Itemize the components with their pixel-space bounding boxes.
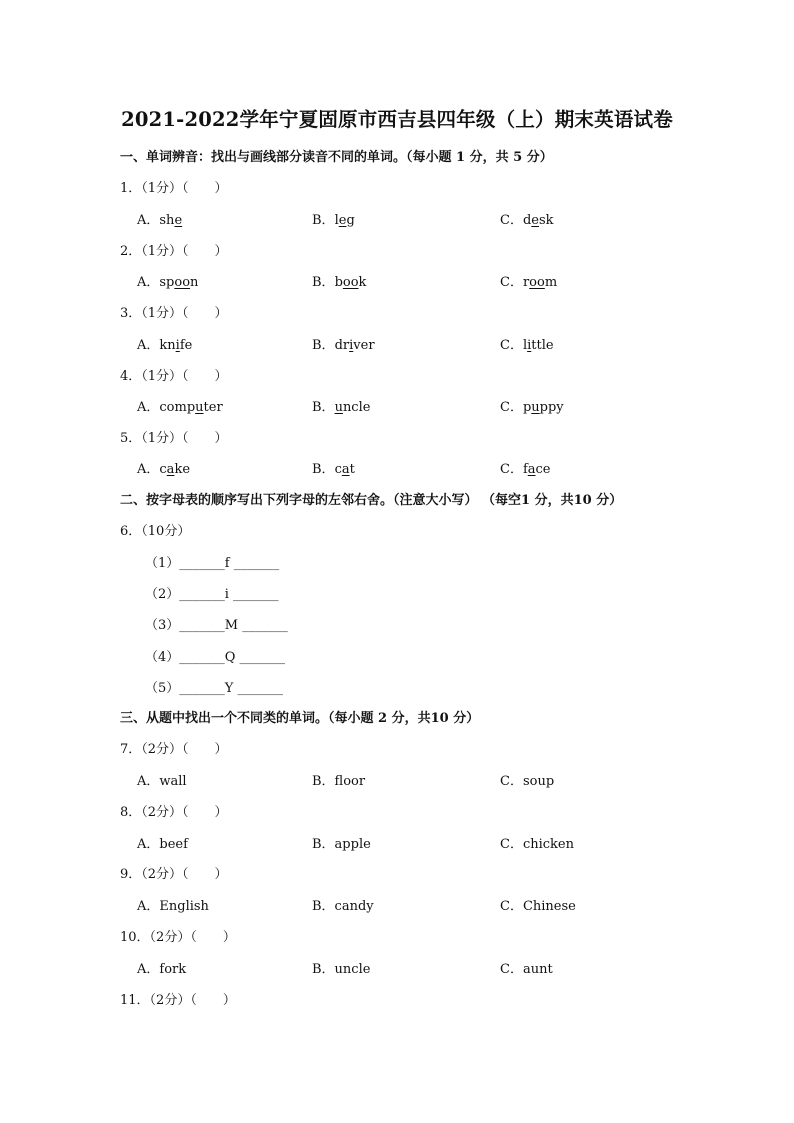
question-4-stem: 4．（1分）（ ） <box>120 369 228 384</box>
question-1-stem: 1．（1分）（ ） <box>120 181 228 196</box>
question-9-stem: 9．（2分）（ ） <box>120 867 228 882</box>
question-10-option-b: B．uncle <box>312 962 371 977</box>
question-2-stem: 2．（1分）（ ） <box>120 244 228 259</box>
question-6-line-4: （4）_______Q _______ <box>145 650 286 665</box>
question-8-option-c: C．chicken <box>500 837 574 852</box>
section-2-heading: 二、按字母表的顺序写出下列字母的左邻右舍。（注意大小写） （每空1 分，共10 分） <box>120 493 623 508</box>
section-1-heading: 一、单词辨音：找出与画线部分读音不同的单词。（每小题 1 分，共 5 分） <box>120 150 553 165</box>
question-5-option-b: B．cat <box>312 462 355 477</box>
question-4-option-c: C．puppy <box>500 400 564 415</box>
question-8-option-b: B．apple <box>312 837 371 852</box>
question-11-stem: 11．（2分）（ ） <box>120 993 236 1008</box>
question-10-option-a: A．fork <box>137 962 187 977</box>
question-6-line-3: （3）_______M _______ <box>145 618 288 633</box>
question-10-option-c: C．aunt <box>500 962 553 977</box>
question-2-option-a: A．spoon <box>137 275 199 290</box>
page-title: 2021-2022学年宁夏固原市西吉县四年级（上）期末英语试卷 <box>121 108 673 131</box>
question-1-option-a: A．she <box>137 213 183 228</box>
question-9-option-a: A．English <box>137 899 209 914</box>
question-6-stem: 6．（10分） <box>120 524 191 539</box>
question-2-option-b: B．book <box>312 275 367 290</box>
section-3-heading: 三、从题中找出一个不同类的单词。（每小题 2 分，共10 分） <box>120 711 480 726</box>
question-7-option-c: C．soup <box>500 774 555 789</box>
question-4-option-a: A．computer <box>137 400 223 415</box>
question-6-line-2: （2）_______i _______ <box>145 587 279 602</box>
question-5-option-a: A．cake <box>137 462 191 477</box>
question-6-line-5: （5）_______Y _______ <box>145 681 283 696</box>
question-3-option-a: A．knife <box>137 338 193 353</box>
question-8-stem: 8．（2分）（ ） <box>120 805 228 820</box>
question-9-option-c: C．Chinese <box>500 899 576 914</box>
question-6-line-1: （1）_______f _______ <box>145 556 280 571</box>
question-2-option-c: C．room <box>500 275 558 290</box>
question-7-option-a: A．wall <box>137 774 187 789</box>
question-3-stem: 3．（1分）（ ） <box>120 306 228 321</box>
question-7-option-b: B．floor <box>312 774 366 789</box>
question-10-stem: 10．（2分）（ ） <box>120 930 236 945</box>
question-5-option-c: C．face <box>500 462 551 477</box>
question-7-stem: 7．（2分）（ ） <box>120 742 228 757</box>
question-4-option-b: B．uncle <box>312 400 371 415</box>
question-3-option-b: B．driver <box>312 338 375 353</box>
question-1-option-c: C．desk <box>500 213 554 228</box>
question-8-option-a: A．beef <box>137 837 188 852</box>
question-3-option-c: C．little <box>500 338 554 353</box>
question-1-option-b: B．leg <box>312 213 355 228</box>
question-9-option-b: B．candy <box>312 899 374 914</box>
question-5-stem: 5．（1分）（ ） <box>120 431 228 446</box>
